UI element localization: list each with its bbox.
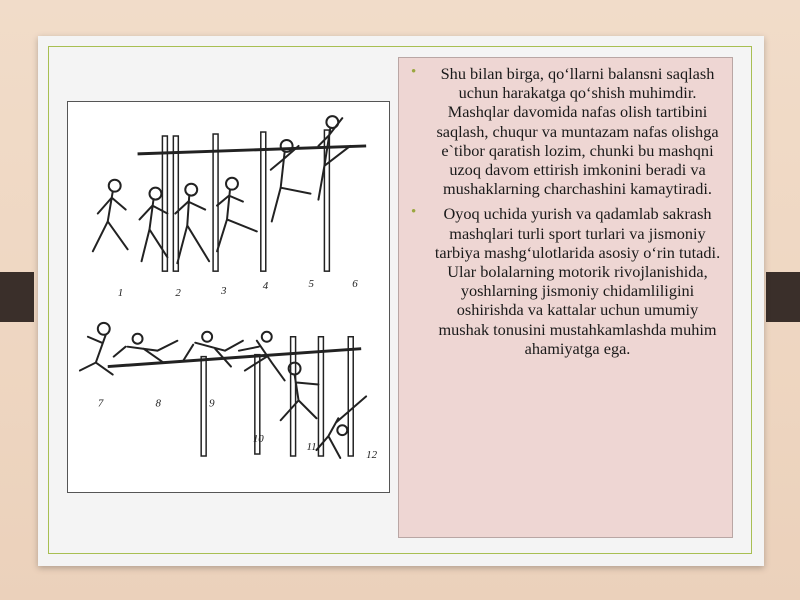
figure-label-10: 10 xyxy=(252,433,264,446)
figure-label-3: 3 xyxy=(221,285,227,298)
post-10 xyxy=(348,337,353,456)
figure-label-11: 11 xyxy=(306,441,317,454)
figure-label-8: 8 xyxy=(155,397,161,410)
post-2 xyxy=(173,136,178,271)
figure-label-2: 2 xyxy=(175,287,181,300)
figure-label-1: 1 xyxy=(117,287,124,300)
figure-label-7: 7 xyxy=(97,397,104,410)
bullet-icon: • xyxy=(411,64,417,80)
bullet-text: Shu bilan birga, qo‘llarni balansni saqlash uchun harakatga qo‘shish muhimdir. Mashqlar davomida nafas olish tartibini saqlash, chuqur va muntazam nafas olishga e`tibor qaratish lozim, chunki bu mashqni uzoq davom ettirish imkonini beradi va mushaklarning charchashini kamaytiradi. xyxy=(436,64,719,199)
bullet-item xyxy=(411,64,722,198)
bullet-icon: • xyxy=(411,204,417,221)
post-6 xyxy=(201,357,206,456)
figure-label-5: 5 xyxy=(308,278,314,291)
post-4 xyxy=(261,132,266,271)
jump-bar-top xyxy=(138,146,367,154)
figure-label-9: 9 xyxy=(209,397,215,410)
high-jump-illustration xyxy=(67,101,390,493)
figure-label-4: 4 xyxy=(262,280,269,293)
figure-label-6: 6 xyxy=(352,278,358,291)
text-panel xyxy=(398,57,733,538)
left-side-tab xyxy=(0,272,34,322)
bullet-item xyxy=(411,204,722,358)
figure-label-12: 12 xyxy=(366,448,378,461)
right-side-tab xyxy=(766,272,800,322)
high-jump-drawing xyxy=(68,102,389,492)
post-9 xyxy=(318,337,323,456)
athletes-row-1 xyxy=(93,116,350,263)
bullet-text: Oyoq uchida yurish va qadamlab sakrash mashqlari turli sport turlari va jismoniy tarbiya mashg‘ulotlarida asosiy o‘rin tutadi. Ular bolalarning motorik rivojlanishida, yoshlarning jismoniy chidamliligini oshirishda va kattalar uchun umumiy mushak tonusini mustahkamlashda muhim ahamiyatga ega. xyxy=(434,204,721,358)
